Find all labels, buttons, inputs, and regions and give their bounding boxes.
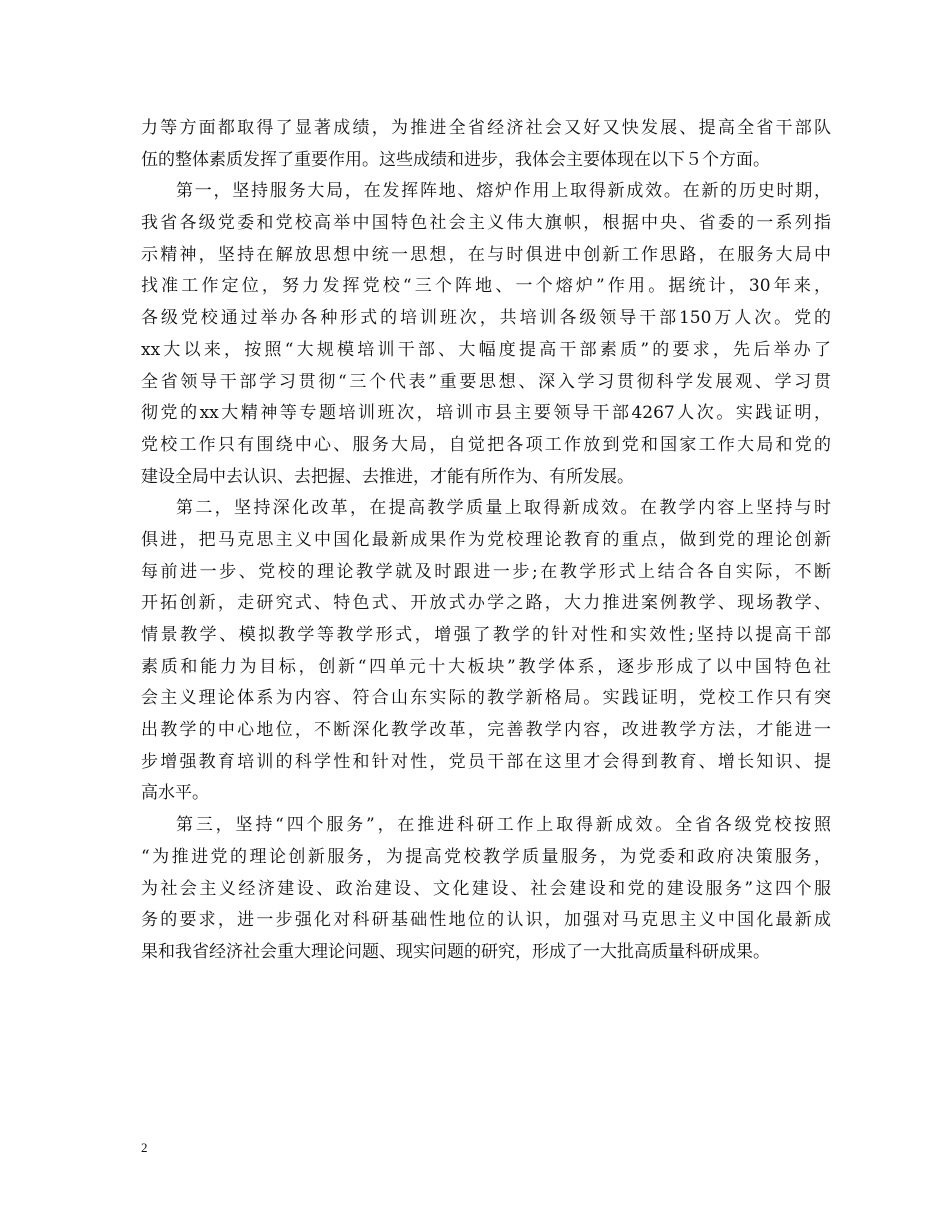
text-line: 全省领导干部学习贯彻“三个代表”重要思想、深入学习贯彻科学发展观、学习贯: [141, 371, 831, 392]
text-line: 务的要求，进一步强化对科研基础性地位的认识，加强对马克思主义中国化最新成: [141, 910, 831, 931]
text-line: 各级党校通过举办各种形式的培训班次，共培训各级领导干部150万人次。党的: [141, 308, 831, 329]
text-line: 高水平。: [141, 783, 209, 804]
text-line: 出教学的中心地位，不断深化教学改革，完善教学内容，改进教学方法，才能进一: [141, 720, 831, 741]
text-line: 我省各级党委和党校高举中国特色社会主义伟大旗帜，根据中央、省委的一系列指: [141, 213, 831, 234]
text-line: 会主义理论体系为内容、符合山东实际的教学新格局。实践证明，党校工作只有突: [141, 688, 831, 709]
paragraph-first-line: 第一，坚持服务大局，在发挥阵地、熔炉作用上取得新成效。在新的历史时期，: [176, 181, 831, 202]
text-line: “为推进党的理论创新服务，为提高党校教学质量服务，为党委和政府决策服务，: [141, 846, 831, 867]
paragraph-first-line: 第二，坚持深化改革，在提高教学质量上取得新成效。在教学内容上坚持与时: [176, 498, 831, 519]
text-line: 果和我省经济社会重大理论问题、现实问题的研究，形成了一大批高质量科研成果。: [141, 941, 770, 962]
page-number: 2: [141, 1140, 148, 1155]
text-line: xx大以来，按照“大规模培训干部、大幅度提高干部素质”的要求，先后举办了: [141, 339, 831, 360]
text-line: 情景教学、模拟教学等教学形式，增强了教学的针对性和实效性;坚持以提高干部: [141, 625, 831, 645]
text-line: 开拓创新，走研究式、特色式、开放式办学之路，大力推进案例教学、现场教学、: [141, 593, 831, 614]
paragraph-first-line: 第三，坚持“四个服务”，在推进科研工作上取得新成效。全省各级党校按照: [176, 815, 831, 836]
text-line: 找准工作定位，努力发挥党校“三个阵地、一个熔炉”作用。据统计，30年来，: [141, 276, 831, 297]
text-line: 建设全局中去认识、去把握、去推进，才能有所作为、有所发展。: [141, 466, 634, 487]
text-line: 力等方面都取得了显著成绩，为推进全省经济社会又好又快发展、提高全省干部队: [141, 118, 831, 138]
text-line: 为社会主义经济建设、政治建设、文化建设、社会建设和党的建设服务”这四个服: [141, 878, 831, 899]
body-text: [141, 113, 831, 969]
text-line: 党校工作只有围绕中心、服务大局，自觉把各项工作放到党和国家工作大局和党的: [141, 434, 831, 455]
text-line: 步增强教育培训的科学性和针对性，党员干部在这里才会得到教育、增长知识、提: [141, 751, 831, 772]
text-line: 俱进，把马克思主义中国化最新成果作为党校理论教育的重点，做到党的理论创新: [141, 529, 831, 550]
text-line: 每前进一步、党校的理论教学就及时跟进一步;在教学形式上结合各自实际，不断: [141, 561, 831, 582]
text-line: 伍的整体素质发挥了重要作用。这些成绩和进步，我体会主要体现在以下５个方面。: [141, 149, 770, 170]
text-line: 示精神，坚持在解放思想中统一思想，在与时俱进中创新工作思路，在服务大局中: [141, 244, 831, 265]
text-line: 素质和能力为目标，创新“四单元十大板块”教学体系，逐步形成了以中国特色社: [141, 656, 831, 677]
text-line: 彻党的xx大精神等专题培训班次，培训市县主要领导干部4267人次。实践证明，: [141, 403, 831, 424]
